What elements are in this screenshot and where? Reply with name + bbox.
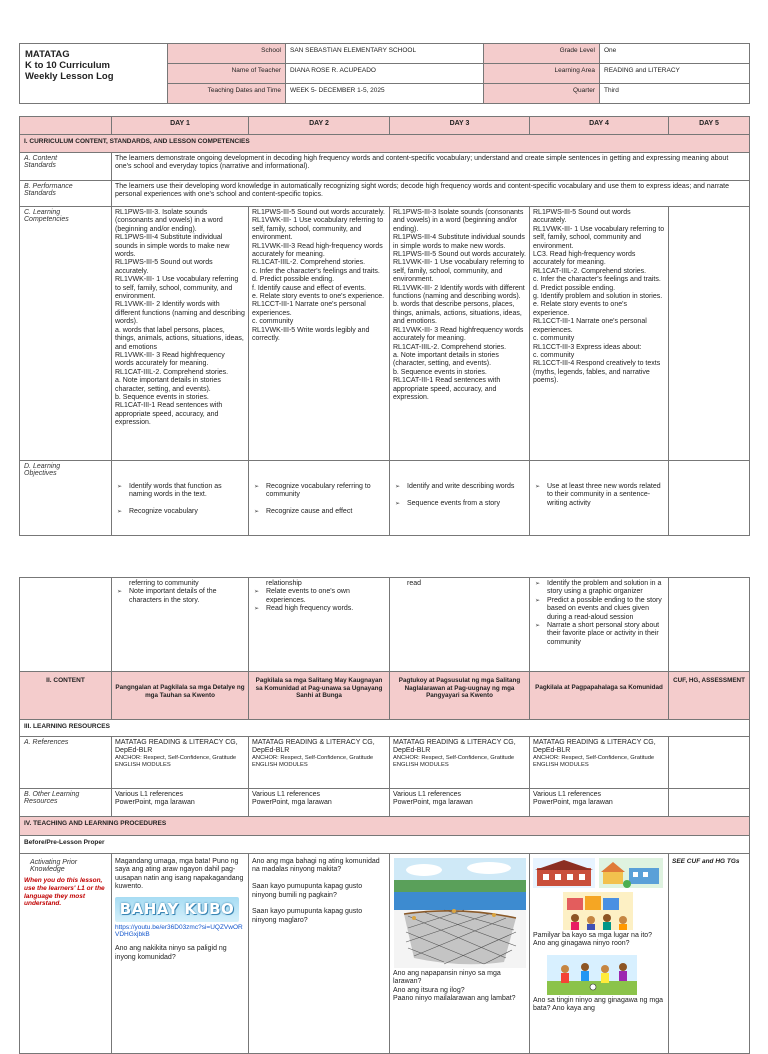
- title-line-1: MATATAG: [25, 49, 70, 60]
- area-label: Learning Area: [484, 64, 600, 84]
- objective-item: ➢ Identify and write describing words: [395, 483, 526, 491]
- objectives-label: D. Learning Objectives: [20, 461, 112, 536]
- other-resources-day-2: Various L1 references PowerPoint, mga larawan: [249, 789, 390, 817]
- content-standards-label: A. Content Standards: [20, 153, 112, 181]
- competencies-day-4: RL1PWS-III-5 Sound out words accurately. RL1VWK-III- 1 Use vocabulary referring to self, family, school, community and environment. LC3. Read high-frequency words accurately for meaning. RL1CAT-IIIL-2. Comprehend stories. c. Infer the character's feelings and traits. d. Predict possible ending. g. Identify problem and solution in stories. e. Relate story events to one's experience. RL1CCT-III-1 Narrate one's personal experiences. c. community RL1CCT-III-3 Express ideas about: c. community RL1CCT-III-4 Respond creatively to texts (myths, legends, fables, and narrative poems).: [530, 207, 669, 461]
- objective-item: ➢ Note important details of the characters in the story.: [117, 588, 245, 605]
- quarter-label: Quarter: [484, 84, 600, 104]
- content-title-day-3: Pagtukoy at Pagsusulat ng mga Salitang Naglalarawan at Pag-uugnay ng mga Pangyayari sa Kwento: [390, 672, 530, 720]
- dates-value: WEEK 5- DECEMBER 1-5, 2025: [286, 84, 484, 104]
- dates-label: Teaching Dates and Time: [168, 84, 286, 104]
- teacher-value: DIANA ROSE R. ACUPEADO: [286, 64, 484, 84]
- content-title-day-5: CUF, HG, ASSESSMENT: [669, 672, 750, 720]
- objective-item: ➢ Recognize cause and effect: [254, 508, 386, 516]
- activating-label: Activating Prior Knowledge: [30, 859, 78, 873]
- references-anchor: ANCHOR: Respect, Self-Confidence, Gratitude: [393, 755, 515, 762]
- references-main: MATATAG READING & LITERACY CG, DepEd-BLR: [115, 739, 238, 755]
- other-resources-day-4: Various L1 references PowerPoint, mga larawan: [530, 789, 669, 817]
- objectives-day-2: [249, 461, 390, 536]
- grade-value: One: [600, 44, 750, 64]
- competencies-label: C. Learning Competencies: [20, 207, 112, 461]
- objective-line: relationship: [266, 580, 302, 587]
- objectives-cont-day-4: [530, 578, 669, 672]
- community-places-image: [533, 858, 663, 930]
- day1-question: Ano ang nakikita ninyo sa paligid ng inyong komunidad?: [115, 945, 227, 961]
- day-3-header: DAY 3: [390, 117, 530, 135]
- day-5-header: DAY 5: [669, 117, 750, 135]
- references-day-1: [112, 737, 249, 789]
- objective-item: ➢ Use at least three new words related to their community in a sentence-writing activity: [535, 483, 665, 508]
- objective-item: ➢ Predict a possible ending to the story based on events and clues given during a read-aloud session: [535, 597, 665, 622]
- references-modules: ENGLISH MODULES: [252, 762, 308, 769]
- objectives-day-1: [112, 461, 249, 536]
- quarter-value: Third: [600, 84, 750, 104]
- before-lesson-title: Before/Pre-Lesson Proper: [20, 836, 750, 854]
- teacher-label: Name of Teacher: [168, 64, 286, 84]
- other-resources-day-5: [669, 789, 750, 817]
- content-title-day-1: Pangngalan at Pagkilala sa mga Detalye ng mga Tauhan sa Kwento: [112, 672, 249, 720]
- objectives-cont-day-5: [669, 578, 750, 672]
- references-day-4: [530, 737, 669, 789]
- objective-item: ➢ Sequence events from a story: [395, 500, 526, 508]
- school-label: School: [168, 44, 286, 64]
- objectives-day-5: [669, 461, 750, 536]
- references-main: MATATAG READING & LITERACY CG, DepEd-BLR: [252, 739, 375, 755]
- lesson-table-page-2: [19, 577, 750, 1054]
- objective-item: ➢ Identify words that function as naming words in the text.: [117, 483, 245, 500]
- objectives-cont-day-1: [112, 578, 249, 672]
- content-section-label: II. CONTENT: [20, 672, 112, 720]
- grade-label: Grade Level: [484, 44, 600, 64]
- objective-item: ➢ Relate events to one's own experiences.: [254, 588, 386, 605]
- content-title-day-2: Pagkilala sa mga Salitang May Kaugnayan sa Komunidad at Pag-unawa sa Ugnayang Sanhi at Bunga: [249, 672, 390, 720]
- river-net-image: [394, 858, 526, 968]
- performance-standards-label: B. Performance Standards: [20, 181, 112, 207]
- other-resources-label: B. Other Learning Resources: [20, 789, 112, 817]
- objective-item: ➢ Identify the problem and solution in a story using a graphic organizer: [535, 580, 665, 597]
- references-modules: ENGLISH MODULES: [115, 762, 171, 769]
- references-modules: ENGLISH MODULES: [533, 762, 589, 769]
- school-value: SAN SEBASTIAN ELEMENTARY SCHOOL: [286, 44, 484, 64]
- references-main: MATATAG READING & LITERACY CG, DepEd-BLR: [533, 739, 656, 755]
- activating-day-2: Ano ang mga bahagi ng ating komunidad na madalas ninyong makita? Saan kayo pumupunta kapag gusto ninyong bumili ng pagkain? Saan kayo pumupunta kapag gusto ninyong maglaro?: [249, 854, 390, 1054]
- objectives-day-4: [530, 461, 669, 536]
- title-line-2: K to 10 Curriculum: [25, 60, 110, 71]
- bahay-kubo-banner-text: BAHAY KUBO: [119, 899, 235, 918]
- references-label: A. References: [20, 737, 112, 789]
- references-day-5: [669, 737, 750, 789]
- day-2-header: DAY 2: [249, 117, 390, 135]
- references-modules: ENGLISH MODULES: [393, 762, 449, 769]
- bahay-kubo-banner: [115, 897, 239, 922]
- references-anchor: ANCHOR: Respect, Self-Confidence, Gratitude: [252, 755, 374, 762]
- day4-text-1: Pamilyar ba kayo sa mga lugar na ito? Ano ang ginagawa ninyo roon?: [533, 932, 653, 948]
- content-standards-text: The learners demonstrate ongoing development in decoding high frequency words and content-specific vocabulary; understand and create simple sentences in getting and expressing meaning about one's school and everyday topics (narrative and informational).: [112, 153, 750, 181]
- other-resources-day-3: Various L1 references PowerPoint, mga larawan: [390, 789, 530, 817]
- objective-item: ➢ Read high frequency words.: [254, 605, 386, 613]
- lesson-table-page-1: [19, 116, 750, 536]
- objective-line: read: [407, 580, 422, 587]
- references-day-3: [390, 737, 530, 789]
- activating-day-5: SEE CUF and HG TGs: [669, 854, 750, 1054]
- day3-text: Ano ang napapansin ninyo sa mga larawan? Ano ang itsura ng ilog? Paano ninyo mailalarawan ang lambat?: [393, 970, 516, 1003]
- video-link[interactable]: https://youtu.be/er36D03zmc?si=UQZVwORVDHGxjbkB: [115, 923, 243, 939]
- references-anchor: ANCHOR: Respect, Self-Confidence, Gratitude: [115, 755, 237, 762]
- section-curriculum-title: I. CURRICULUM CONTENT, STANDARDS, AND LESSON COMPETENCIES: [20, 135, 750, 153]
- objectives-cont-day-2: [249, 578, 390, 672]
- references-day-2: [249, 737, 390, 789]
- day4-text-2: Ano sa tingin ninyo ang ginagawa ng mga bata? Ano kaya ang: [533, 996, 663, 1013]
- objectives-day-3: [390, 461, 530, 536]
- lesson-log-title: [20, 44, 168, 104]
- competencies-day-2: RL1PWS-III-5 Sound out words accurately. RL1VWK-III- 1 Use vocabulary referring to self, family, school, community, and environment. RL1VWK-III-3 Read high-frequency words accurately for meaning. RL1CAT-IIIL-2. Comprehend stories. c. Infer the character's feelings and traits. d. Predict possible ending. f. Identify cause and effect of events. e. Relate story events to one's experience. RL1CCT-III-1 Narrate one's personal experiences. c. community RL1VWK-III-5 Write words legibly and correctly.: [249, 207, 390, 461]
- header-table: [19, 43, 750, 104]
- area-value: READING and LITERACY: [600, 64, 750, 84]
- day-4-header: DAY 4: [530, 117, 669, 135]
- objective-item: ➢ Recognize vocabulary referring to community: [254, 483, 386, 500]
- objective-item: ➢ Narrate a short personal story about their favorite place or activity in their community: [535, 622, 665, 647]
- content-title-day-4: Pagkilala at Pagpapahalaga sa Komunidad: [530, 672, 669, 720]
- day-header-blank: [20, 117, 112, 135]
- day1-greeting: Magandang umaga, mga bata! Puno ng saya ang ating araw ngayon dahil pag-uusapan natin ang isang napakagandang kuwento.: [115, 858, 244, 891]
- activating-note: When you do this lesson, use the learners' L1 or the language they most understand.: [24, 877, 105, 908]
- procedures-section-title: IV. TEACHING AND LEARNING PROCEDURES: [20, 817, 750, 836]
- references-main: MATATAG READING & LITERACY CG, DepEd-BLR: [393, 739, 516, 755]
- children-playing-image: [547, 955, 637, 995]
- objective-item: ➢ Recognize vocabulary: [117, 508, 245, 516]
- references-anchor: ANCHOR: Respect, Self-Confidence, Gratitude: [533, 755, 655, 762]
- objective-line: referring to community: [129, 580, 199, 587]
- competencies-day-5: [669, 207, 750, 461]
- day-1-header: DAY 1: [112, 117, 249, 135]
- performance-standards-text: The learners use their developing word knowledge in automatically recognizing sight words; decode high frequency words and content-specific vocabulary and use them to express ideas; and narrate personal experiences with one's school and content-specific topics.: [112, 181, 750, 207]
- title-line-3: Weekly Lesson Log: [25, 71, 114, 82]
- competencies-day-3: RL1PWS-III-3 Isolate sounds (consonants and vowels) in a word (beginning and/or ending). RL1PWS-III-4 Substitute individual sounds in simple words to make new words. RL1PWS-III-5 Sound out words accurately. RL1VWK-III- 1 Use vocabulary referring to self, family, school, community, and environment. RL1VWK-III- 2 Identify words with different functions (naming and describing words). b. words that describe persons, places, things, animals, actions, situations, ideas, and emotions. RL1VWK-III- 3 Read highfrequency words accurately for meaning. RL1CAT-IIIL-2. Comprehend stories. a. Note important details in stories (character, setting, and events). b. Sequence events in stories. RL1CAT-III-1 Read sentences with appropriate speed, accuracy, and expression.: [390, 207, 530, 461]
- other-resources-day-1: Various L1 references PowerPoint, mga larawan: [112, 789, 249, 817]
- competencies-day-1: RL1PWS-III-3. Isolate sounds (consonants and vowels) in a word (beginning and/or ending). RL1PWS-III-4 Substitute individual sounds in simple words to make new words. RL1PWS-III-5 Sound out words accurately. RL1VWK-III- 1 Use vocabulary referring to self, family, school, community, and environment. RL1VWK-III- 2 Identify words with different functions (naming and describing words). a. words that label persons, places, things, animals, actions, situations, ideas, and emotions RL1VWK-III- 3 Read highfrequency words accurately for meaning. RL1CAT-IIIL-2. Comprehend stories. a. Note important details in stories character, setting, and events). b. Sequence events in stories. RL1CAT-III-1 Read sentences with appropriate speed, accuracy, and expression.: [112, 207, 249, 461]
- objectives-continued-label: [20, 578, 112, 672]
- objectives-cont-day-3: [390, 578, 530, 672]
- resources-section-title: III. LEARNING RESOURCES: [20, 720, 750, 737]
